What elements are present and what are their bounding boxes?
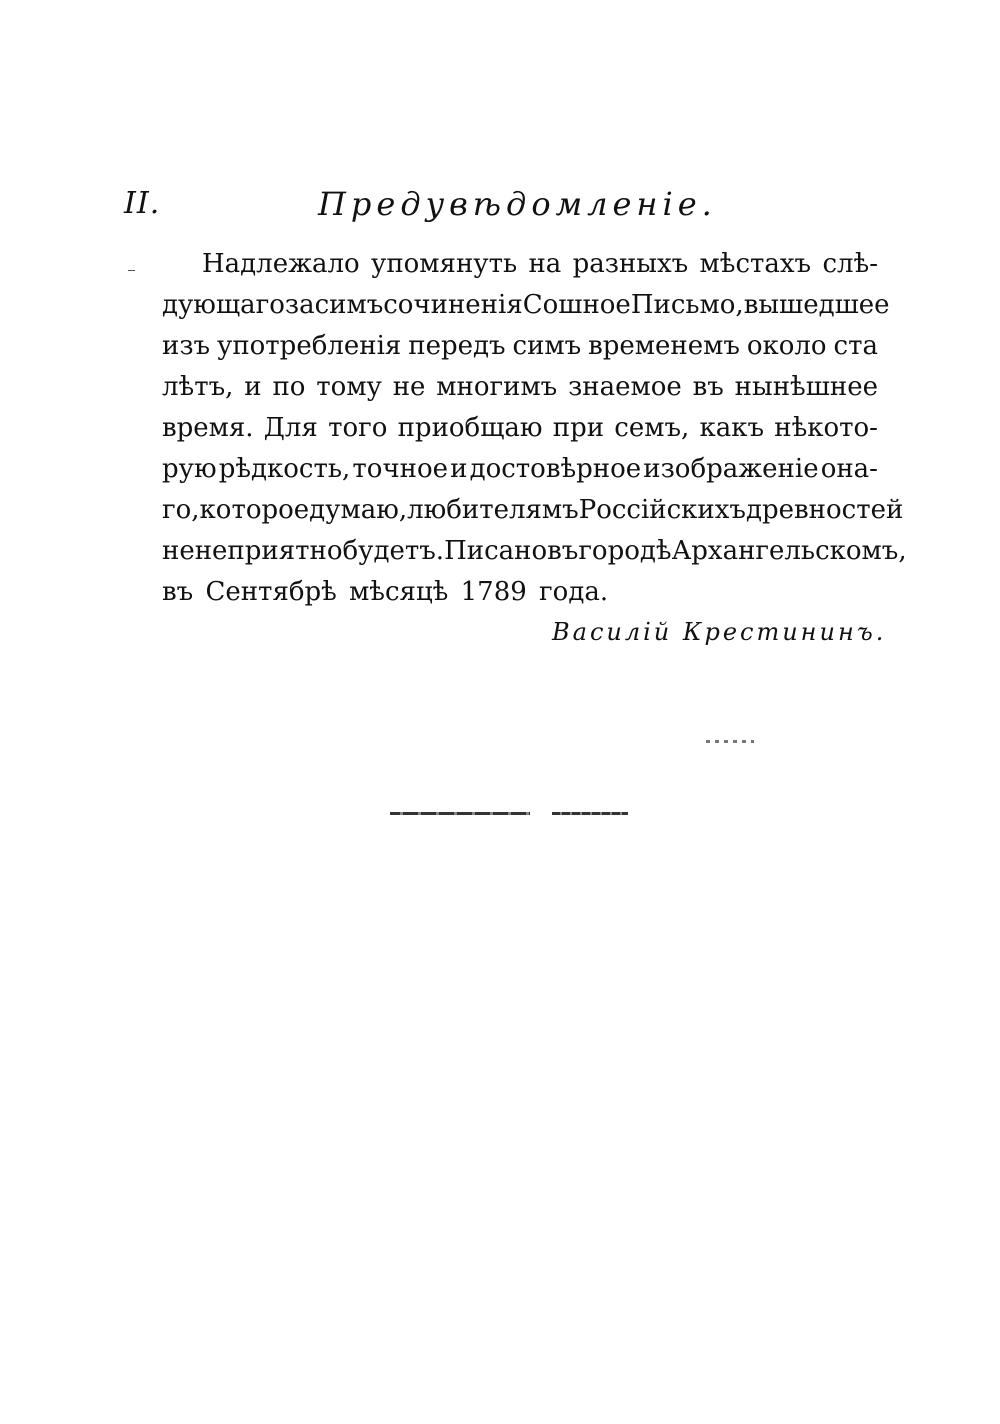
word: Архангельскомъ, bbox=[671, 536, 907, 566]
word: на bbox=[528, 249, 562, 279]
word: будетъ. bbox=[342, 536, 445, 566]
text-line bbox=[162, 490, 904, 531]
word: время. bbox=[162, 413, 254, 443]
word: достовѣрное bbox=[469, 454, 642, 484]
word: разныхъ bbox=[572, 249, 689, 279]
word: думаю, bbox=[309, 495, 408, 525]
word: не bbox=[392, 372, 426, 402]
word: за bbox=[284, 290, 315, 320]
word: точное bbox=[352, 454, 449, 484]
decorative-rule bbox=[390, 812, 530, 815]
word: ста bbox=[833, 331, 878, 361]
text-line bbox=[162, 408, 878, 449]
word: около bbox=[746, 331, 827, 361]
page-number: II. bbox=[124, 186, 161, 221]
body-text bbox=[162, 244, 907, 613]
word: рую bbox=[162, 454, 217, 484]
word: Сошное bbox=[522, 290, 631, 320]
word: любителямъ bbox=[407, 495, 579, 525]
word: городѣ bbox=[578, 536, 672, 566]
word: и bbox=[244, 372, 262, 402]
word: она- bbox=[820, 454, 878, 484]
word: симъ bbox=[512, 331, 582, 361]
word: въ bbox=[547, 536, 579, 566]
word: рѣдкость, bbox=[218, 454, 351, 484]
word: мѣстахъ bbox=[699, 249, 812, 279]
word: древностей bbox=[745, 495, 904, 525]
word: Для bbox=[263, 413, 318, 443]
word: Надлежало bbox=[202, 249, 360, 279]
word: знаемое bbox=[568, 372, 682, 402]
signature: Василій Крестининъ. bbox=[552, 618, 887, 646]
word: симъ bbox=[314, 290, 384, 320]
text-line bbox=[162, 244, 878, 285]
word: по bbox=[272, 372, 306, 402]
word: приобщаю bbox=[397, 413, 543, 443]
word: неприятно bbox=[194, 536, 343, 566]
word: нынѣшнее bbox=[734, 372, 878, 402]
text-line bbox=[162, 367, 878, 408]
word: вышедшее bbox=[743, 290, 890, 320]
word: передъ bbox=[408, 331, 506, 361]
word: Россійскихъ bbox=[578, 495, 746, 525]
text-line bbox=[162, 285, 890, 326]
word: временемъ bbox=[588, 331, 740, 361]
word: дующаго bbox=[162, 290, 285, 320]
word: при bbox=[552, 413, 605, 443]
decorative-rule bbox=[552, 812, 628, 815]
word: изображеніе bbox=[643, 454, 819, 484]
word: изъ bbox=[162, 331, 211, 361]
word: многимъ bbox=[436, 372, 558, 402]
word: Письмо, bbox=[630, 290, 744, 320]
word: не bbox=[162, 536, 195, 566]
word: семъ, bbox=[614, 413, 690, 443]
word: въ bbox=[692, 372, 724, 402]
margin-speck bbox=[128, 270, 135, 271]
text-line bbox=[162, 449, 878, 490]
running-head: Предувѣдомленіе. bbox=[318, 185, 717, 223]
word: лѣтъ, bbox=[162, 372, 234, 402]
word: упомянуть bbox=[371, 249, 518, 279]
word: и bbox=[450, 454, 468, 484]
word: тому bbox=[316, 372, 382, 402]
word: сочиненія bbox=[383, 290, 523, 320]
word: которое bbox=[199, 495, 310, 525]
word: слѣ- bbox=[822, 249, 878, 279]
word: того bbox=[328, 413, 388, 443]
word: какъ bbox=[699, 413, 765, 443]
word: Писано bbox=[444, 536, 548, 566]
text-line bbox=[162, 326, 878, 367]
word: употребленія bbox=[217, 331, 402, 361]
text-line bbox=[162, 531, 907, 572]
word: нѣкото- bbox=[774, 413, 878, 443]
word: го, bbox=[162, 495, 200, 525]
text-line: въ Сентябрѣ мѣсяцѣ 1789 года. bbox=[162, 577, 609, 607]
print-speck bbox=[706, 740, 754, 743]
